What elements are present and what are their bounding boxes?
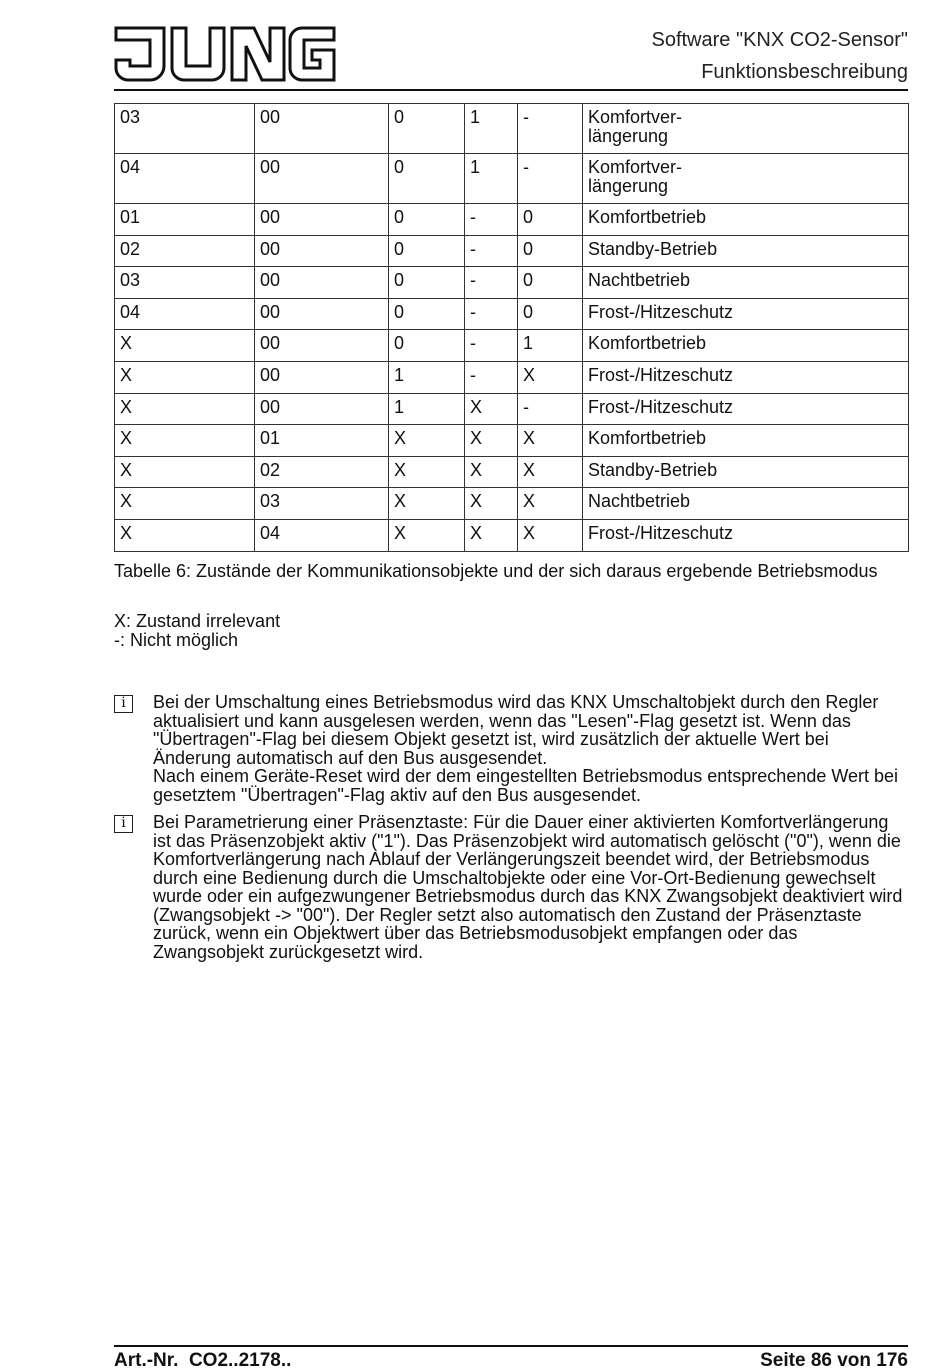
legend-impossible: -: Nicht möglich	[114, 630, 239, 650]
table-caption: Tabelle 6: Zustände der Kommunikationsobjekte und der sich daraus ergebende Betriebsmodus	[114, 561, 878, 581]
table-cell: 00	[255, 361, 389, 393]
table-cell: 04	[255, 519, 389, 551]
table-cell: -	[465, 235, 518, 267]
table-row	[115, 330, 909, 362]
table-cell: 00	[255, 267, 389, 299]
table-cell: 04	[115, 154, 255, 204]
table-cell: 0	[389, 330, 465, 362]
info-icon: i	[114, 695, 133, 713]
table-cell: 00	[255, 204, 389, 236]
table-cell: X	[465, 425, 518, 457]
table-cell: -	[465, 298, 518, 330]
table-cell: Komfortver- längerung	[583, 104, 909, 154]
table-cell: 0	[389, 154, 465, 204]
table-cell: X	[518, 456, 583, 488]
header-divider	[114, 89, 908, 91]
table-cell: X	[115, 456, 255, 488]
article-number: Art.-Nr. CO2..2178..	[114, 1350, 292, 1370]
table-cell: 03	[255, 488, 389, 520]
table-cell: X	[115, 488, 255, 520]
table-row	[115, 104, 909, 154]
table-cell: 1	[389, 361, 465, 393]
table-row	[115, 361, 909, 393]
table-cell: Nachtbetrieb	[583, 488, 909, 520]
table-row	[115, 519, 909, 551]
table-cell: X	[115, 519, 255, 551]
legend-irrelevant: X: Zustand irrelevant	[114, 611, 281, 631]
table-cell: Standby-Betrieb	[583, 235, 909, 267]
table-cell: 0	[518, 267, 583, 299]
table-cell: X	[518, 361, 583, 393]
table-cell: 00	[255, 298, 389, 330]
table-cell: 0	[389, 104, 465, 154]
table-cell: Frost-/Hitzeschutz	[583, 393, 909, 425]
table-row	[115, 456, 909, 488]
table-cell: X	[465, 519, 518, 551]
table-cell: X	[115, 393, 255, 425]
table-cell: Komfortver- längerung	[583, 154, 909, 204]
table-cell: X	[115, 425, 255, 457]
table-cell: 0	[518, 204, 583, 236]
page-number: Seite 86 von 176	[760, 1350, 908, 1370]
table-cell: X	[115, 361, 255, 393]
table-cell: Standby-Betrieb	[583, 456, 909, 488]
table-cell: 1	[518, 330, 583, 362]
table-cell: 01	[115, 204, 255, 236]
table-row	[115, 235, 909, 267]
table-cell: -	[465, 361, 518, 393]
table-cell: 00	[255, 154, 389, 204]
table-cell: 0	[518, 235, 583, 267]
table-cell: 00	[255, 393, 389, 425]
table-cell: X	[389, 519, 465, 551]
table-cell: X	[518, 488, 583, 520]
info-note-1	[114, 693, 908, 804]
document-subtitle: Funktionsbeschreibung	[701, 61, 908, 83]
table-cell: -	[518, 104, 583, 154]
table-cell: X	[389, 456, 465, 488]
table-cell: X	[518, 425, 583, 457]
table-cell: X	[115, 330, 255, 362]
table-cell: 00	[255, 235, 389, 267]
table-cell: X	[465, 488, 518, 520]
table-cell: 00	[255, 330, 389, 362]
table-row	[115, 488, 909, 520]
note-text: Bei Parametrierung einer Präsenztaste: Für die Dauer einer aktivierten Komfortverlängerung ist das Präsenzobjekt aktiv ("1"). Das Präsenzobjekt wird automatisch gelöscht ("0"), wenn die Komfortverlängerung nach Ablauf der Verlängerungszeit beendet wird, der Betriebsmodus durch eine Bedienung durch die Umschaltobjekte oder eine Vor-Ort-Bedienung gewechselt wurde oder ein aufgezwungener Betriebsmodus durch das KNX Zwangsobjekt deaktiviert wird (Zwangsobjekt -> "00"). Der Regler setzt also automatisch den Zustand der Präsenztaste zurück, wenn ein Objektwert über das Betriebsmodusobjekt empfangen oder das Zwangsobjekt zurückgesetzt wird.	[153, 812, 903, 962]
table-cell: X	[389, 488, 465, 520]
table-row	[115, 393, 909, 425]
table-cell: 0	[389, 298, 465, 330]
jung-logo	[114, 26, 336, 82]
table-cell: -	[465, 204, 518, 236]
table-cell: 04	[115, 298, 255, 330]
table-cell: -	[518, 154, 583, 204]
table-cell: X	[389, 425, 465, 457]
table-cell: 03	[115, 267, 255, 299]
table-cell: 0	[389, 235, 465, 267]
table-cell: Frost-/Hitzeschutz	[583, 519, 909, 551]
table-cell: X	[465, 456, 518, 488]
table-row	[115, 425, 909, 457]
table-row	[115, 298, 909, 330]
table-cell: 1	[465, 154, 518, 204]
table-cell: Komfortbetrieb	[583, 330, 909, 362]
table-row	[115, 204, 909, 236]
table-cell: -	[465, 330, 518, 362]
table-cell: 1	[465, 104, 518, 154]
table-row	[115, 267, 909, 299]
table-row	[115, 154, 909, 204]
table-cell: X	[518, 519, 583, 551]
table-cell: Frost-/Hitzeschutz	[583, 298, 909, 330]
states-table	[114, 103, 909, 552]
info-icon: i	[114, 815, 133, 833]
info-note-2	[114, 813, 908, 961]
table-cell: 01	[255, 425, 389, 457]
table-cell: 00	[255, 104, 389, 154]
table-cell: Frost-/Hitzeschutz	[583, 361, 909, 393]
table-cell: 0	[389, 204, 465, 236]
table-cell: Nachtbetrieb	[583, 267, 909, 299]
table-cell: 0	[389, 267, 465, 299]
table-legend	[114, 612, 908, 650]
table-cell: X	[465, 393, 518, 425]
table-cell: 03	[115, 104, 255, 154]
document-title: Software "KNX CO2-Sensor"	[651, 29, 908, 51]
table-cell: 02	[255, 456, 389, 488]
table-cell: 0	[518, 298, 583, 330]
table-cell: Komfortbetrieb	[583, 425, 909, 457]
note-text: Bei der Umschaltung eines Betriebsmodus wird das KNX Umschaltobjekt durch den Regler aktualisiert und kann ausgelesen werden, wenn das "Lesen"-Flag gesetzt ist. Wenn das "Übertragen"-Flag bei diesem Objekt gesetzt ist, wird zusätzlich der aktuelle Wert bei Änderung automatisch auf den Bus ausgesendet. Nach einem Geräte-Reset wird der dem eingestellten Betriebsmodus entsprechende Wert bei gesetztem "Übertragen"-Flag aktiv auf den Bus ausgesendet.	[153, 692, 899, 805]
table-cell: -	[518, 393, 583, 425]
table-cell: 1	[389, 393, 465, 425]
footer-divider	[114, 1345, 908, 1347]
table-cell: 02	[115, 235, 255, 267]
table-cell: -	[465, 267, 518, 299]
table-cell: Komfortbetrieb	[583, 204, 909, 236]
